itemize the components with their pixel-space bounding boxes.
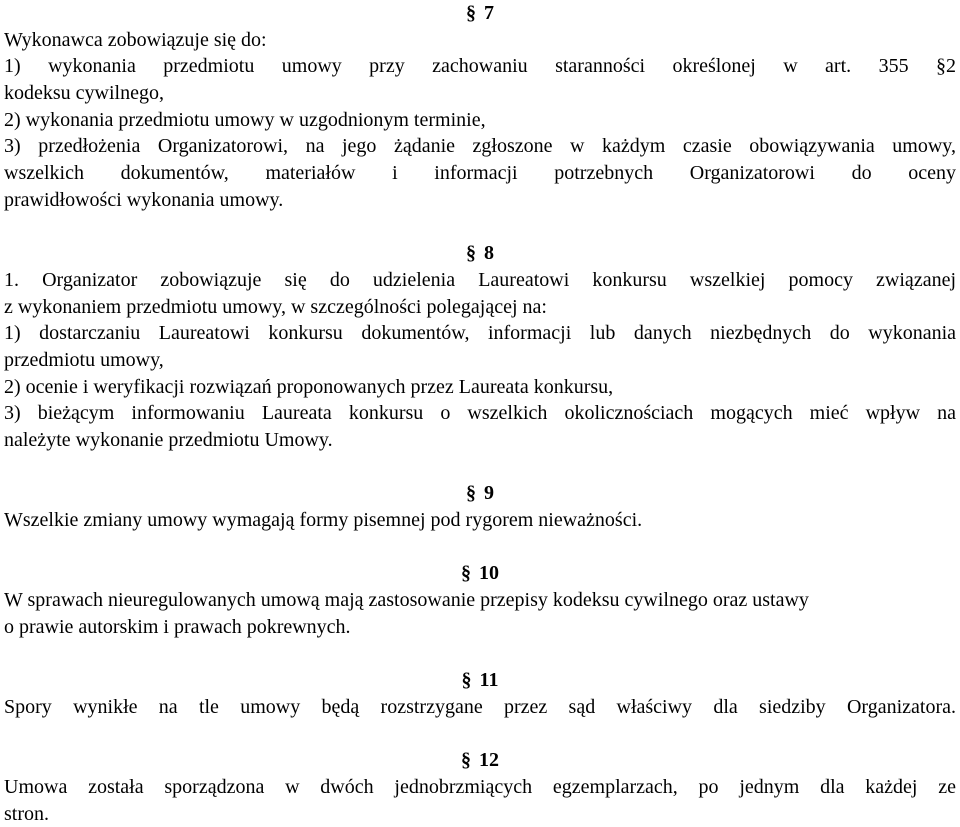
paragraph-line: 1. Organizator zobowiązuje się do udzielenia Laureatowi konkursu wszelkiej pomocy związanej bbox=[4, 268, 956, 291]
section-9 bbox=[4, 480, 956, 533]
section-heading bbox=[4, 240, 956, 267]
spacer bbox=[4, 214, 956, 241]
paragraph-line: 3) bieżącym informowaniu Laureata konkursu o wszelkich okolicznościach mogących mieć wpływ na bbox=[4, 402, 956, 425]
document-page bbox=[4, 0, 956, 827]
paragraph-line: Wykonawca zobowiązuje się do: bbox=[4, 28, 267, 51]
paragraph-line: Spory wynikłe na tle umowy będą rozstrzygane przez sąd właściwy dla siedziby Organizatora. bbox=[4, 695, 956, 718]
paragraph-line: 2) ocenie i weryfikacji rozwiązań proponowanych przez Laureata konkursu, bbox=[4, 375, 614, 398]
section-sign: § bbox=[466, 2, 476, 24]
paragraph-line: przedmiotu umowy, bbox=[4, 348, 164, 371]
section-heading bbox=[4, 667, 956, 694]
section-heading bbox=[4, 747, 956, 774]
paragraph-line: kodeksu cywilnego, bbox=[4, 82, 164, 105]
section-7 bbox=[4, 0, 956, 214]
section-number: 12 bbox=[479, 749, 499, 772]
paragraph-line: wszelkich dokumentów, materiałów i informacji potrzebnych Organizatorowi do oceny bbox=[4, 162, 956, 185]
section-sign: § bbox=[461, 562, 471, 585]
paragraph-line: Umowa została sporządzona w dwóch jednobrzmiących egzemplarzach, po jednym dla każdej ze bbox=[4, 775, 956, 798]
spacer bbox=[4, 454, 956, 481]
spacer bbox=[4, 534, 956, 561]
spacer bbox=[4, 641, 956, 668]
section-number: 8 bbox=[484, 242, 494, 265]
paragraph-line: stron. bbox=[4, 802, 49, 825]
section-number: 11 bbox=[479, 669, 499, 692]
section-heading bbox=[4, 0, 956, 27]
section-8 bbox=[4, 240, 956, 454]
section-11 bbox=[4, 667, 956, 720]
section-heading bbox=[4, 560, 956, 587]
paragraph-line: prawidłowości wykonania umowy. bbox=[4, 188, 284, 211]
section-10 bbox=[4, 560, 956, 640]
paragraph-line: Wszelkie zmiany umowy wymagają formy pisemnej pod rygorem nieważności. bbox=[4, 509, 643, 532]
section-number: 9 bbox=[484, 482, 494, 505]
section-sign: § bbox=[466, 482, 476, 505]
paragraph-line: 1) dostarczaniu Laureatowi konkursu dokumentów, informacji lub danych niezbędnych do wykonania bbox=[4, 322, 956, 345]
section-12 bbox=[4, 747, 956, 827]
spacer bbox=[4, 721, 956, 748]
paragraph-line: należyte wykonanie przedmiotu Umowy. bbox=[4, 429, 333, 451]
section-sign: § bbox=[466, 242, 476, 265]
section-number: 7 bbox=[484, 2, 494, 24]
paragraph-line: W sprawach nieuregulowanych umową mają zastosowanie przepisy kodeksu cywilnego oraz ustawy bbox=[4, 589, 809, 612]
section-sign: § bbox=[461, 749, 471, 772]
paragraph-line: z wykonaniem przedmiotu umowy, w szczególności polegającej na: bbox=[4, 295, 547, 318]
section-sign: § bbox=[461, 669, 472, 692]
paragraph-line: o prawie autorskim i prawach pokrewnych. bbox=[4, 615, 351, 638]
section-heading bbox=[4, 480, 956, 507]
paragraph-line: 1) wykonania przedmiotu umowy przy zachowaniu staranności określonej w art. 355 §2 bbox=[4, 55, 956, 78]
section-number: 10 bbox=[479, 562, 499, 585]
paragraph-line: 3) przedłożenia Organizatorowi, na jego żądanie zgłoszone w każdym czasie obowiązywania umowy, bbox=[4, 135, 956, 158]
paragraph-line: 2) wykonania przedmiotu umowy w uzgodnionym terminie, bbox=[4, 108, 486, 131]
